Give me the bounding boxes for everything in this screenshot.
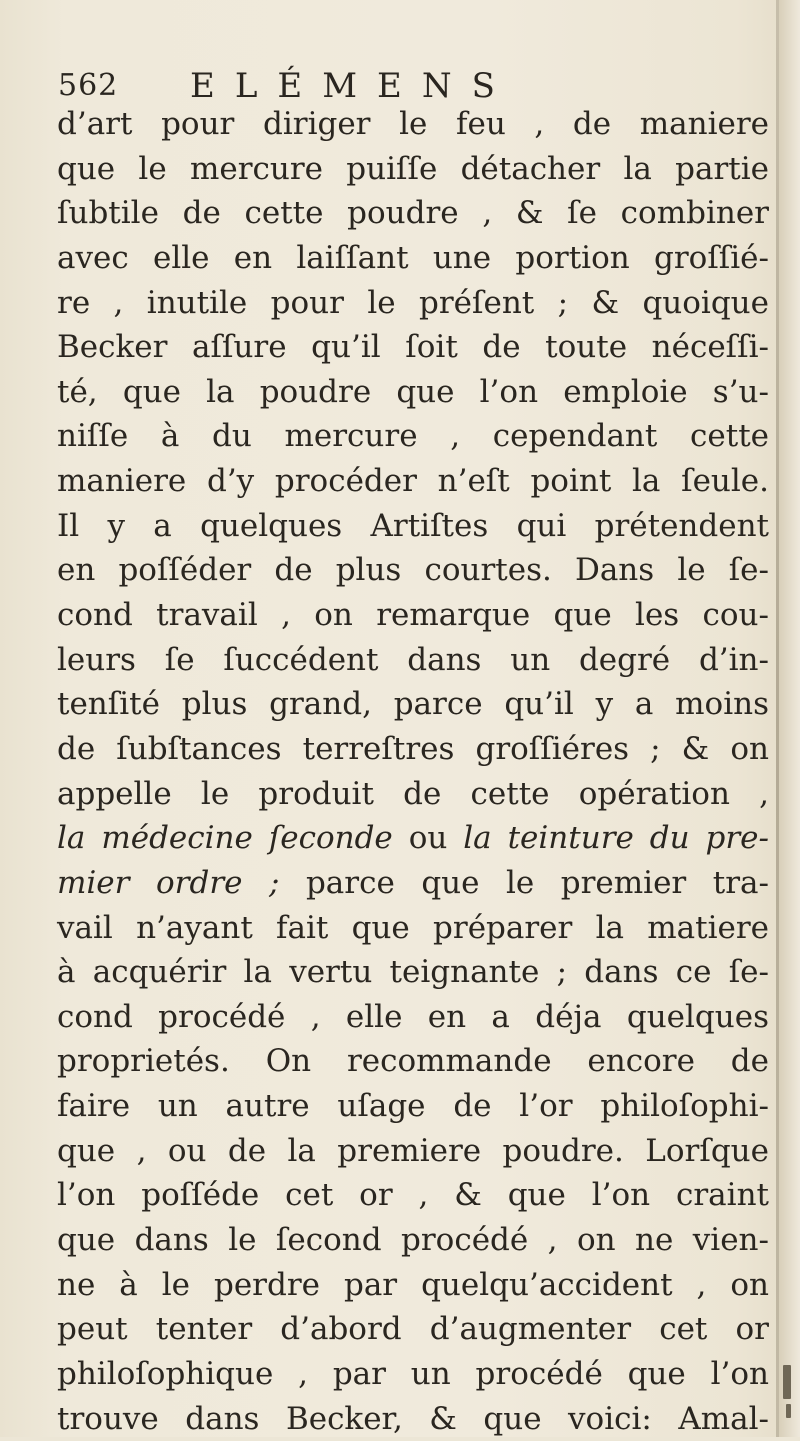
- italic-text: mier ordre ;: [57, 864, 280, 901]
- text-line: [57, 816, 769, 861]
- text-line: [57, 1263, 769, 1308]
- page-number: 562: [58, 68, 119, 103]
- text-line: [57, 147, 769, 192]
- text-line: [57, 950, 769, 995]
- edge-mark: [783, 1365, 791, 1399]
- text-segment: ſubtile de cette poudre , & ſe combiner: [57, 195, 769, 232]
- text-line: [57, 414, 769, 459]
- text-segment: que , ou de la premiere poudre. Lorſque: [57, 1132, 769, 1169]
- text-line: [57, 236, 769, 281]
- text-line: [57, 191, 769, 236]
- text-segment: l’on poſſéde cet or , & que l’on craint: [57, 1177, 769, 1214]
- text-line: [57, 638, 769, 683]
- page-edge-shadow: [779, 0, 800, 1437]
- text-segment: ne à le perdre par quelqu’accident , on: [57, 1266, 769, 1303]
- body-text: [57, 102, 769, 1441]
- text-segment: Il y a quelques Artiſtes qui prétendent: [57, 507, 769, 544]
- page-header: [58, 66, 778, 106]
- text-line: [57, 1218, 769, 1263]
- text-line: [57, 1307, 769, 1352]
- text-line: [57, 1129, 769, 1174]
- text-segment: avec elle en laiſſant une portion groſſié-: [57, 239, 769, 276]
- text-segment: peut tenter d’abord d’augmenter cet or: [57, 1311, 769, 1348]
- text-line: [57, 772, 769, 817]
- text-line: [57, 1352, 769, 1397]
- text-segment: leurs ſe ſuccédent dans un degré d’in-: [57, 641, 769, 678]
- text-segment: re , inutile pour le préſent ; & quoique: [57, 284, 769, 321]
- text-segment: à acquérir la vertu teignante ; dans ce ſe-: [57, 954, 769, 991]
- text-line: [57, 593, 769, 638]
- text-segment: d’art pour diriger le feu , de maniere: [57, 106, 769, 142]
- text-segment: faire un autre uſage de l’or philoſophi-: [57, 1088, 769, 1125]
- text-segment: maniere d’y procéder n’eſt point la ſeule.: [57, 463, 769, 500]
- text-segment: de ſubſtances terreſtres groſſiéres ; & on: [57, 730, 769, 767]
- text-segment: philoſophique , par un procédé que l’on: [57, 1355, 769, 1392]
- text-line: [57, 459, 769, 504]
- text-segment: proprietés. On recommande encore de: [57, 1043, 769, 1080]
- text-line: [57, 281, 769, 326]
- text-line: [57, 548, 769, 593]
- text-line: [57, 727, 769, 772]
- text-line: [57, 682, 769, 727]
- italic-text: la teinture du pre-: [463, 820, 770, 857]
- running-title: ELÉMENS: [190, 66, 515, 106]
- text-segment: niſſe à du mercure , cependant cette: [57, 418, 769, 455]
- text-line: [57, 1084, 769, 1129]
- text-line: [57, 1173, 769, 1218]
- text-line: [57, 504, 769, 549]
- text-segment: ou: [392, 820, 464, 857]
- text-line: [57, 1397, 769, 1441]
- text-segment: que dans le ſecond procédé , on ne vien-: [57, 1222, 769, 1259]
- text-segment: vail n’ayant fait que préparer la matiere: [57, 909, 769, 946]
- text-segment: tenſité plus grand, parce qu’il y a moins: [57, 686, 769, 723]
- text-line: [57, 370, 769, 415]
- text-line: [57, 906, 769, 951]
- text-segment: cond travail , on remarque que les cou-: [57, 597, 769, 634]
- edge-mark: [786, 1404, 791, 1418]
- text-line: [57, 861, 769, 906]
- italic-text: la médecine ſeconde: [57, 820, 393, 857]
- text-segment: appelle le produit de cette opération ,: [57, 775, 769, 812]
- text-segment: parce que le premier tra-: [279, 864, 769, 901]
- text-line: [57, 102, 769, 147]
- text-line: [57, 995, 769, 1040]
- text-segment: té, que la poudre que l’on emploie s’u-: [57, 373, 769, 410]
- text-line: [57, 1039, 769, 1084]
- text-segment: trouve dans Becker, & que voici: Amal-: [57, 1400, 769, 1437]
- text-segment: Becker aſſure qu’il ſoit de toute néceſſi-: [57, 329, 769, 366]
- text-segment: que le mercure puiſſe détacher la partie: [57, 150, 769, 187]
- text-line: [57, 325, 769, 370]
- text-segment: cond procédé , elle en a déja quelques: [57, 998, 769, 1035]
- text-segment: en poſſéder de plus courtes. Dans le ſe-: [57, 552, 769, 589]
